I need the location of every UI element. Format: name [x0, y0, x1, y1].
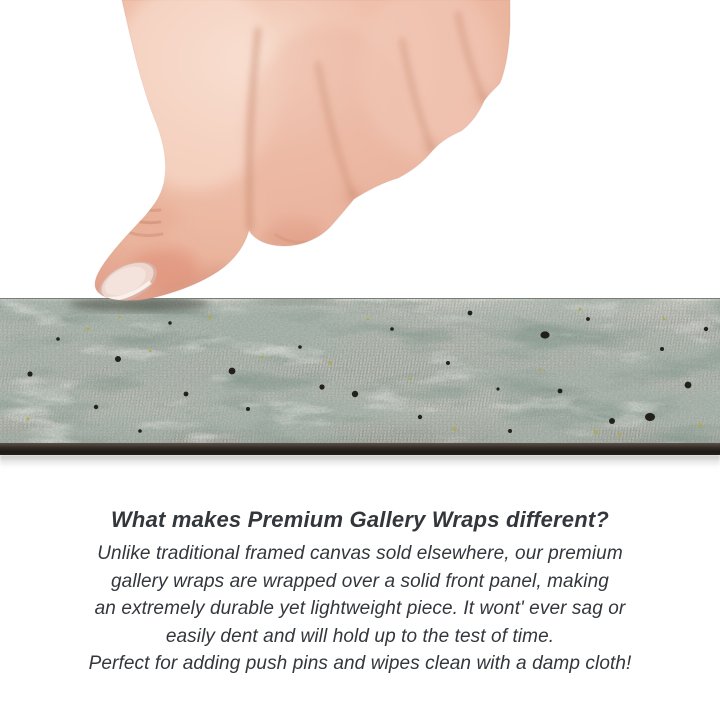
caption-line-5: Perfect for adding push pins and wipes clean with a damp cloth! [88, 653, 632, 674]
canvas-dark-edge [0, 443, 720, 455]
caption-line-3: an extremely durable yet lightweight piece. It wont' ever sag or [94, 598, 626, 619]
canvas-edge-strip [0, 298, 720, 444]
caption-line-4: easily dent and will hold up to the test of time. [165, 625, 555, 647]
canvas-drop-shadow [0, 455, 720, 469]
caption-line-2: gallery wraps are wrapped over a solid front panel, making [111, 570, 609, 592]
hand-photo [0, 0, 720, 312]
caption-heading: What makes Premium Gallery Wraps different? [110, 507, 610, 532]
caption-line-1: Unlike traditional framed canvas sold elsewhere, our premium [97, 543, 623, 564]
caption-block [0, 505, 720, 678]
skin-shading [110, 0, 500, 297]
canvas-texture [0, 299, 720, 444]
